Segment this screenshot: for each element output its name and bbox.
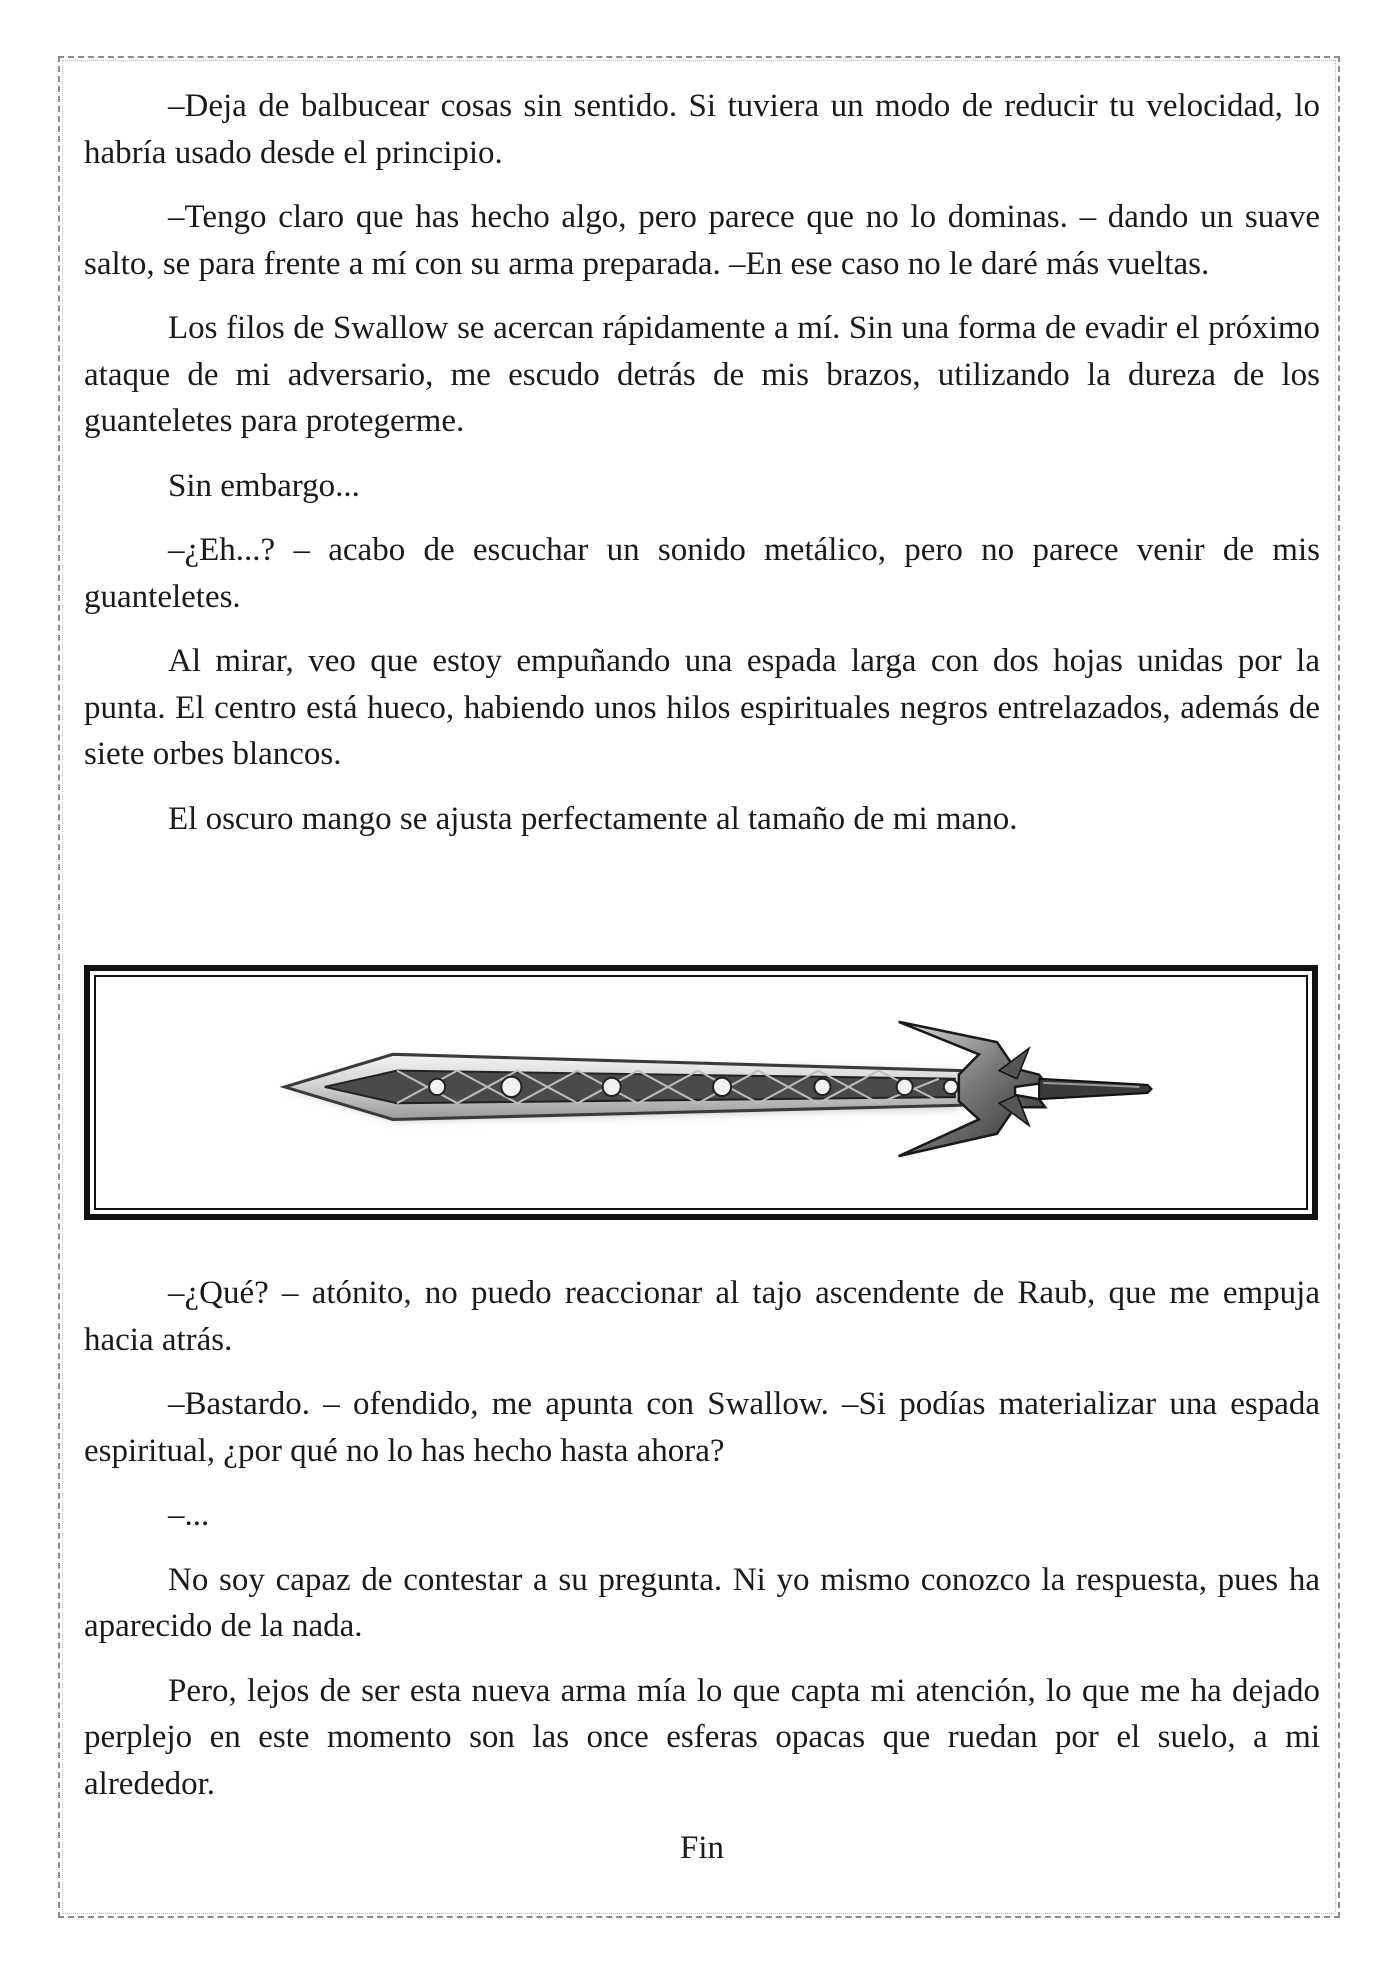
illustration-inner-frame: [94, 975, 1308, 1210]
orb: [603, 1078, 621, 1096]
paragraph: Pero, lejos de ser esta nueva arma mía lo que capta mi atención, lo que me ha dejado perplejo en este momento son las once esferas opacas que ruedan por el suelo, a mi alrededor.: [84, 1672, 1320, 1802]
orb: [944, 1080, 958, 1094]
orb: [814, 1079, 830, 1095]
orb: [501, 1077, 521, 1097]
paragraph: –Bastardo. – ofendido, me apunta con Swallow. –Si podías materializar una espada espiritual, ¿por qué no lo has hecho hasta ahora?: [84, 1386, 1320, 1469]
illustration-frame: [84, 965, 1318, 1220]
paragraph: –¿Qué? – atónito, no puedo reaccionar al tajo ascendente de Raub, que me empuja hacia atrás.: [84, 1275, 1320, 1358]
paragraph: –Deja de balbucear cosas sin sentido. Si tuviera un modo de reducir tu velocidad, lo habría usado desde el principio.: [84, 88, 1320, 171]
text-block-bottom: [84, 1270, 1320, 1890]
sword-illustration: [96, 977, 1306, 1208]
paragraph: Al mirar, veo que estoy empuñando una espada larga con dos hojas unidas por la punta. El centro está hueco, habiendo unos hilos espirituales negros entrelazados, además de siete orbes blancos.: [84, 643, 1320, 772]
paragraph: –¿Eh...? – acabo de escuchar un sonido metálico, pero no parece venir de mis guanteletes.: [84, 532, 1320, 615]
paragraph: No soy capaz de contestar a su pregunta. Ni yo mismo conozco la respuesta, pues ha aparecido de la nada.: [84, 1561, 1320, 1644]
paragraph: Sin embargo...: [168, 467, 360, 504]
orb: [897, 1079, 913, 1095]
sword-hilt: [1039, 1079, 1151, 1099]
orb: [713, 1078, 731, 1096]
paragraph: El oscuro mango se ajusta perfectamente al tamaño de mi mano.: [168, 800, 1018, 837]
paragraph: –Tengo claro que has hecho algo, pero parece que no lo dominas. – dando un suave salto, se para frente a mí con su arma preparada. –En ese caso no le daré más vueltas.: [84, 199, 1320, 282]
paragraph: Los filos de Swallow se acercan rápidamente a mí. Sin una forma de evadir el próximo ataque de mi adversario, me escudo detrás de mis brazos, utilizando la dureza de los guanteletes para protegerme.: [84, 310, 1320, 439]
orb: [429, 1079, 445, 1095]
ending-text: Fin: [679, 1830, 725, 1866]
text-block-top: [84, 83, 1320, 860]
paragraph: –...: [168, 1497, 210, 1533]
